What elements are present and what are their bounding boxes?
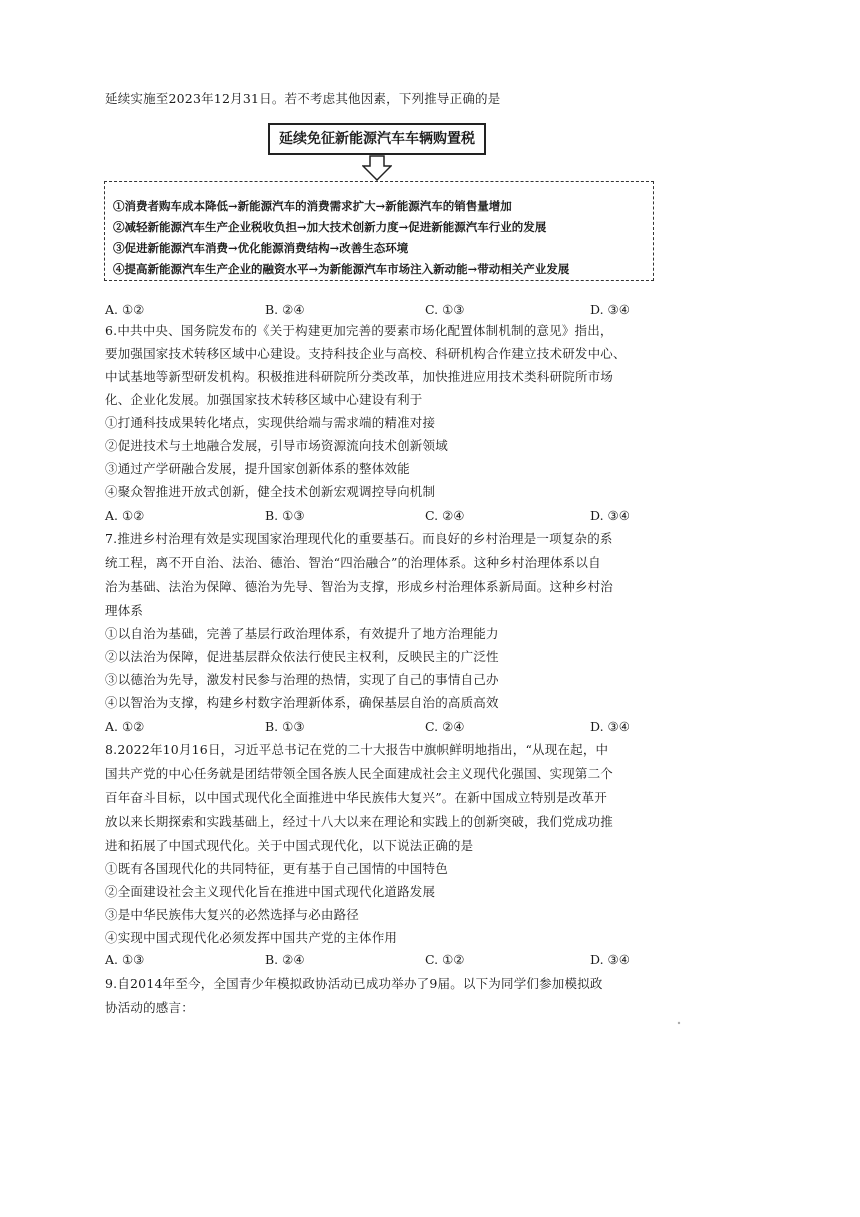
q6-option-d: D. ③④ [590, 508, 630, 523]
q6-option-a: A. ①② [105, 508, 145, 523]
q7-line-6: ②以法治为保障，促进基层群众依法行使民主权利，反映民主的广泛性 [105, 649, 499, 664]
q5-option-a: A. ①② [105, 302, 145, 317]
q7-option-d: D. ③④ [590, 719, 630, 734]
q5-option-c: C. ①③ [425, 302, 465, 317]
flow-title-box: 延续免征新能源汽车车辆购置税 [268, 123, 486, 155]
q7-option-a: A. ①② [105, 719, 145, 734]
q8-line-2: 国共产党的中心任务就是团结带领全国各族人民全面建成社会主义现代化强国、实现第二个 [105, 766, 614, 781]
q7-line-3: 治为基础、法治为保障、德治为先导、智治为支撑，形成乡村治理体系新局面。这种乡村治 [105, 579, 614, 594]
q6-line-5: ①打通科技成果转化堵点，实现供给端与需求端的精准对接 [105, 415, 436, 430]
q6-line-7: ③通过产学研融合发展，提升国家创新体系的整体效能 [105, 461, 410, 476]
q6-line-6: ②促进技术与土地融合发展，引导市场资源流向技术创新领域 [105, 438, 448, 453]
down-arrow-icon [362, 155, 392, 181]
q7-line-2: 统工程，离不开自治、法治、德治、智治“四治融合”的治理体系。这种乡村治理体系以自 [105, 555, 601, 570]
q8-line-9: ④实现中国式现代化必须发挥中国共产党的主体作用 [105, 930, 398, 945]
q9-line-1: 9.自2014年至今，全国青少年模拟政协活动已成功举办了9届。以下为同学们参加模拟政 [105, 976, 603, 991]
q8-line-3: 百年奋斗目标，以中国式现代化全面推进中华民族伟大复兴”。在新中国成立特别是改革开 [105, 790, 607, 805]
box-item-2: ②减轻新能源汽车生产企业税收负担→加大技术创新力度→促进新能源汽车行业的发展 [113, 220, 547, 234]
q9-line-2: 协活动的感言： [105, 1000, 194, 1015]
q5-intro: 延续实施至2023年12月31日。若不考虑其他因素，下列推导正确的是 [105, 91, 501, 106]
q7-line-8: ④以智治为支撑，构建乡村数字治理新体系，确保基层自治的高质高效 [105, 695, 499, 710]
q8-line-5: 进和拓展了中国式现代化。关于中国式现代化，以下说法正确的是 [105, 838, 474, 853]
q7-line-5: ①以自治为基础，完善了基层行政治理体系，有效提升了地方治理能力 [105, 626, 499, 641]
q6-line-8: ④聚众智推进开放式创新，健全技术创新宏观调控导向机制 [105, 484, 436, 499]
q6-option-b: B. ①③ [265, 508, 305, 523]
box-item-4: ④提高新能源汽车生产企业的融资水平→为新能源汽车市场注入新动能→带动相关产业发展 [113, 262, 570, 276]
q8-option-b: B. ②④ [265, 952, 305, 967]
q6-line-4: 化、企业化发展。加强国家技术转移区域中心建设有利于 [105, 392, 423, 407]
q8-line-8: ③是中华民族伟大复兴的必然选择与必由路径 [105, 907, 360, 922]
scan-speck [676, 1020, 682, 1026]
q8-line-6: ①既有各国现代化的共同特征，更有基于自己国情的中国特色 [105, 861, 448, 876]
q5-option-d: D. ③④ [590, 302, 630, 317]
q8-option-d: D. ③④ [590, 952, 630, 967]
q7-line-7: ③以德治为先导，激发村民参与治理的热情，实现了自己的事情自己办 [105, 672, 499, 687]
box-item-1: ①消费者购车成本降低→新能源汽车的消费需求扩大→新能源汽车的销售量增加 [113, 199, 512, 213]
q8-option-c: C. ①② [425, 952, 465, 967]
q8-option-a: A. ①③ [105, 952, 145, 967]
q8-line-1: 8.2022年10月16日，习近平总书记在党的二十大报告中旗帜鲜明地指出，“从现在起，中 [105, 742, 609, 757]
q7-line-1: 7.推进乡村治理有效是实现国家治理现代化的重要基石。而良好的乡村治理是一项复杂的系 [105, 531, 613, 546]
q7-option-c: C. ②④ [425, 719, 465, 734]
q6-option-c: C. ②④ [425, 508, 465, 523]
box-item-3: ③促进新能源汽车消费→优化能源消费结构→改善生态环境 [113, 241, 409, 255]
q6-line-1: 6.中共中央、国务院发布的《关于构建更加完善的要素市场化配置体制机制的意见》指出， [105, 323, 613, 338]
q7-option-b: B. ①③ [265, 719, 305, 734]
q8-line-7: ②全面建设社会主义现代化旨在推进中国式现代化道路发展 [105, 884, 436, 899]
q8-line-4: 放以来长期探索和实践基础上，经过十八大以来在理论和实践上的创新突破，我们党成功推 [105, 814, 614, 829]
q6-line-3: 中试基地等新型研发机构。积极推进科研院所分类改革，加快推进应用技术类科研院所市场 [105, 369, 614, 384]
q5-option-b: B. ②④ [265, 302, 305, 317]
q7-line-4: 理体系 [105, 603, 144, 618]
q6-line-2: 要加强国家技术转移区域中心建设。支持科技企业与高校、科研机构合作建立技术研发中心、 [105, 346, 626, 361]
